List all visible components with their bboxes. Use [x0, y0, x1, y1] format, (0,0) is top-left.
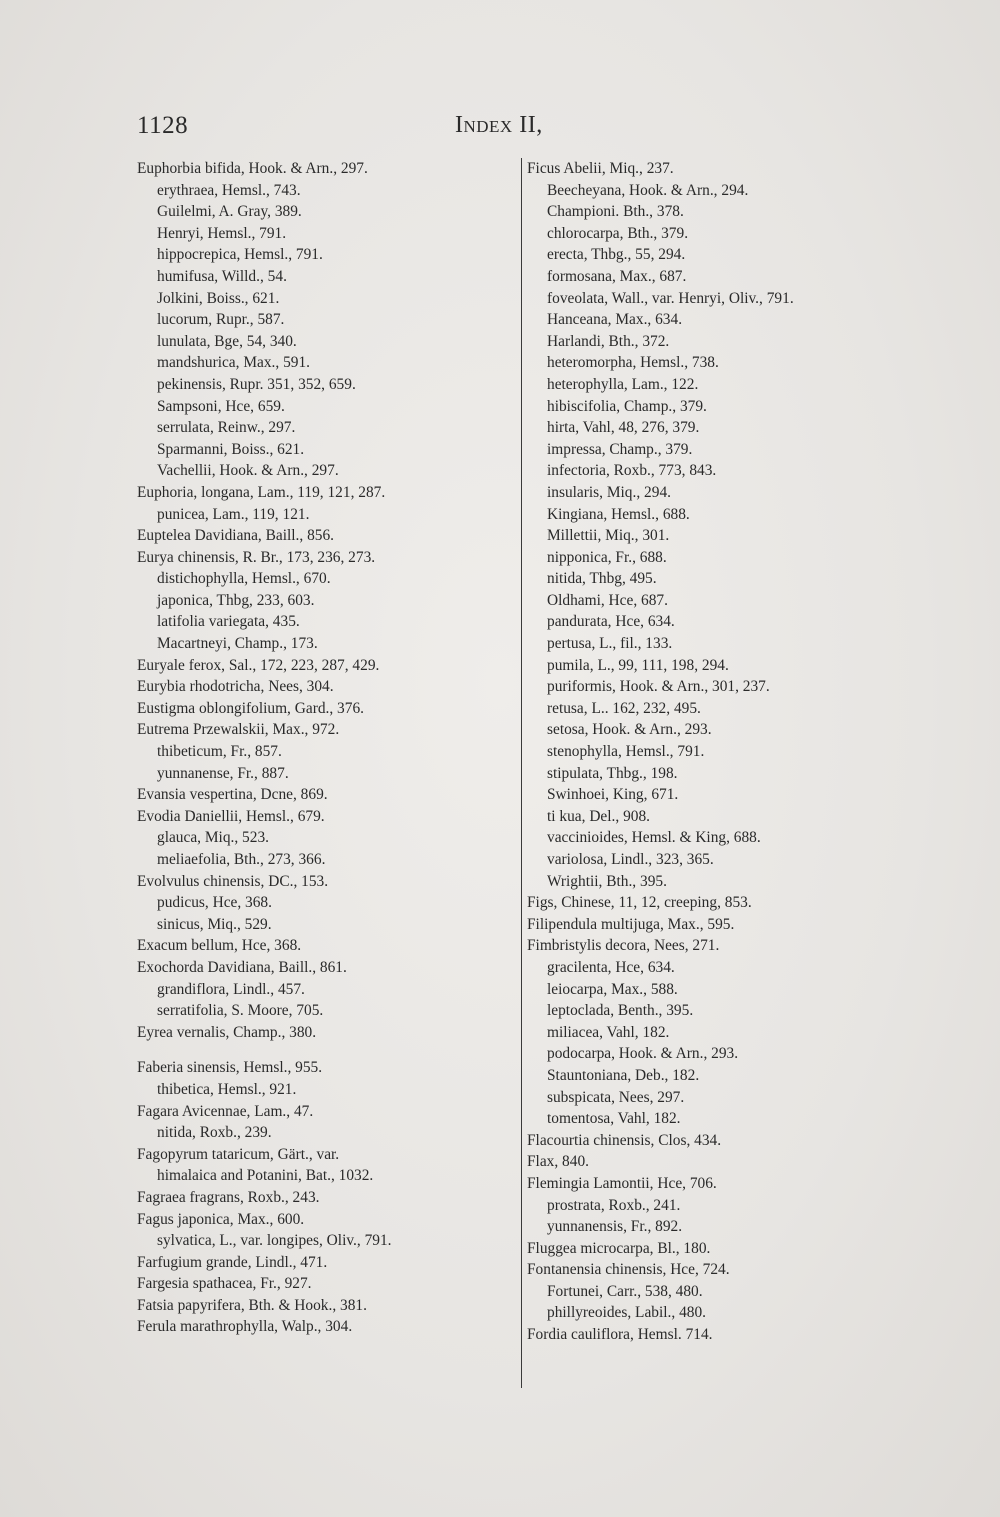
index-subentry: serratifolia, S. Moore, 705. — [157, 1002, 324, 1020]
index-subentry: punicea, Lam., 119, 121. — [157, 505, 310, 523]
index-subentry: infectoria, Roxb., 773, 843. — [547, 462, 717, 480]
index-entry: Euphoria, longana, Lam., 119, 121, 287. — [137, 483, 386, 501]
index-entry: Eyrea vernalis, Champ., 380. — [137, 1023, 317, 1041]
index-subentry: humifusa, Willd., 54. — [157, 267, 287, 285]
index-entry: Fagara Avicennae, Lam., 47. — [137, 1102, 314, 1120]
running-head: Index II, — [455, 112, 543, 138]
index-subentry: nitida, Thbg, 495. — [547, 570, 657, 588]
index-subentry: sinicus, Miq., 529. — [157, 915, 272, 933]
index-entry: Ferula marathrophylla, Walp., 304. — [137, 1318, 353, 1336]
index-subentry: leiocarpa, Max., 588. — [547, 980, 678, 998]
index-subentry: retusa, L.. 162, 232, 495. — [547, 699, 701, 717]
index-subentry: foveolata, Wall., var. Henryi, Oliv., 791. — [547, 289, 794, 307]
index-subentry: Stauntoniana, Deb., 182. — [547, 1066, 700, 1084]
index-subentry: stenophylla, Hemsl., 791. — [547, 743, 705, 761]
index-subentry: Oldhami, Hce, 687. — [547, 591, 668, 609]
index-column-right — [527, 158, 847, 1346]
index-subentry: Hanceana, Max., 634. — [547, 311, 683, 329]
index-subentry: Guilelmi, A. Gray, 389. — [157, 203, 302, 221]
index-column-left — [137, 158, 517, 1338]
index-subentry: yunnanense, Fr., 887. — [157, 764, 289, 782]
index-entry: Evolvulus chinensis, DC., 153. — [137, 872, 329, 890]
index-subentry: Wrightii, Bth., 395. — [547, 872, 667, 890]
index-entry: Fagraea fragrans, Roxb., 243. — [137, 1188, 320, 1206]
index-subentry: Sampsoni, Hce, 659. — [157, 397, 285, 415]
index-entry: Eutrema Przewalskii, Max., 972. — [137, 721, 340, 739]
index-entry: Eurybia rhodotricha, Nees, 304. — [137, 678, 334, 696]
index-subentry: variolosa, Lindl., 323, 365. — [547, 851, 714, 868]
index-entry: Fargesia spathacea, Fr., 927. — [137, 1275, 312, 1293]
index-subentry: pertusa, L., fil., 133. — [547, 635, 673, 653]
index-subentry: grandiflora, Lindl., 457. — [157, 980, 305, 998]
index-entry: Filipendula multijuga, Max., 595. — [527, 915, 735, 933]
index-subentry: pandurata, Hce, 634. — [547, 613, 675, 631]
index-subentry: pumila, L., 99, 111, 198, 294. — [547, 656, 729, 674]
index-subentry: stipulata, Thbg., 198. — [547, 764, 678, 782]
index-subentry: gracilenta, Hce, 634. — [547, 958, 675, 976]
column-divider — [521, 158, 522, 1388]
index-subentry: phillyreoides, Labil., 480. — [547, 1304, 707, 1322]
index-subentry: heterophylla, Lam., 122. — [547, 375, 699, 393]
index-entry: Figs, Chinese, 11, 12, creeping, 853. — [527, 894, 752, 912]
index-subentry: ti kua, Del., 908. — [547, 807, 651, 825]
index-subentry: lunulata, Bge, 54, 340. — [157, 332, 297, 350]
index-entry: Flacourtia chinensis, Clos, 434. — [527, 1131, 722, 1149]
index-subentry: mandshurica, Max., 591. — [157, 354, 311, 372]
page-header — [0, 112, 1000, 142]
index-subentry: vaccinioides, Hemsl. & King, 688. — [547, 829, 761, 847]
index-subentry: pudicus, Hce, 368. — [157, 894, 272, 912]
index-entry: Evansia vespertina, Dcne, 869. — [137, 786, 328, 804]
index-entry: Fontanensia chinensis, Hce, 724. — [527, 1261, 730, 1279]
index-subentry: hirta, Vahl, 48, 276, 379. — [547, 419, 700, 437]
index-entry: Exacum bellum, Hce, 368. — [137, 937, 302, 955]
index-subentry: serrulata, Reinw., 297. — [157, 419, 296, 437]
index-subentry: yunnanensis, Fr., 892. — [547, 1218, 683, 1236]
index-entry: Fluggea microcarpa, Bl., 180. — [527, 1239, 711, 1257]
index-entry: Faberia sinensis, Hemsl., 955. — [137, 1059, 323, 1077]
index-subentry: distichophylla, Hemsl., 670. — [157, 570, 331, 588]
index-entry: Farfugium grande, Lindl., 471. — [137, 1253, 328, 1271]
index-subentry: Macartneyi, Champ., 173. — [157, 635, 318, 653]
index-subentry: Fortunei, Carr., 538, 480. — [547, 1282, 703, 1300]
index-entry: Fordia cauliflora, Hemsl. 714. — [527, 1326, 713, 1344]
index-entry: Ficus Abelii, Miq., 237. — [527, 160, 674, 177]
index-subentry: erecta, Thbg., 55, 294. — [547, 246, 686, 264]
index-subentry: Championi. Bth., 378. — [547, 203, 684, 221]
index-subentry: glauca, Miq., 523. — [157, 829, 269, 847]
index-subentry: nipponica, Fr., 688. — [547, 548, 667, 566]
index-subentry: thibeticum, Fr., 857. — [157, 743, 282, 761]
page-number: 1128 — [137, 112, 189, 139]
index-subentry: hibiscifolia, Champ., 379. — [547, 397, 707, 415]
index-subentry: leptoclada, Benth., 395. — [547, 1002, 694, 1020]
index-subentry: nitida, Roxb., 239. — [157, 1124, 272, 1142]
index-subentry: japonica, Thbg, 233, 603. — [157, 591, 315, 609]
index-entry: Fagopyrum tataricum, Gärt., var. — [137, 1145, 340, 1163]
index-subentry: hippocrepica, Hemsl., 791. — [157, 246, 323, 264]
index-entry: Fimbristylis decora, Nees, 271. — [527, 937, 720, 955]
index-subentry: Jolkini, Boiss., 621. — [157, 289, 280, 307]
index-entry: Eustigma oblongifolium, Gard., 376. — [137, 699, 364, 717]
index-subentry: impressa, Champ., 379. — [547, 440, 693, 458]
index-subentry: Swinhoei, King, 671. — [547, 786, 679, 804]
index-entry: Evodia Daniellii, Hemsl., 679. — [137, 807, 325, 825]
index-subentry: subspicata, Nees, 297. — [547, 1088, 685, 1106]
index-subentry: podocarpa, Hook. & Arn., 293. — [547, 1045, 739, 1063]
index-entry: Euptelea Davidiana, Baill., 856. — [137, 527, 335, 545]
index-subentry: insularis, Miq., 294. — [547, 483, 671, 501]
index-subentry: miliacea, Vahl, 182. — [547, 1023, 670, 1041]
index-subentry: Henryi, Hemsl., 791. — [157, 224, 287, 242]
index-subentry: prostrata, Roxb., 241. — [547, 1196, 681, 1214]
index-subentry: himalaica and Potanini, Bat., 1032. — [157, 1167, 374, 1185]
index-entry: Fagus japonica, Max., 600. — [137, 1210, 305, 1228]
index-subentry: sylvatica, L., var. longipes, Oliv., 791. — [157, 1232, 392, 1250]
index-subentry: puriformis, Hook. & Arn., 301, 237. — [547, 678, 770, 696]
index-subentry: Sparmanni, Boiss., 621. — [157, 440, 305, 458]
index-subentry: tomentosa, Vahl, 182. — [547, 1110, 681, 1128]
index-subentry: heteromorpha, Hemsl., 738. — [547, 354, 719, 372]
index-entry: Flemingia Lamontii, Hce, 706. — [527, 1174, 717, 1192]
index-subentry: Vachellii, Hook. & Arn., 297. — [157, 462, 339, 480]
index-subentry: latifolia variegata, 435. — [157, 613, 300, 631]
index-entry: Euphorbia bifida, Hook. & Arn., 297. — [137, 160, 368, 177]
index-subentry: Millettii, Miq., 301. — [547, 527, 670, 545]
index-subentry: pekinensis, Rupr. 351, 352, 659. — [157, 375, 356, 393]
index-entry: Eurya chinensis, R. Br., 173, 236, 273. — [137, 548, 376, 566]
index-subentry: erythraea, Hemsl., 743. — [157, 181, 301, 199]
index-entry: Fatsia papyrifera, Bth. & Hook., 381. — [137, 1296, 367, 1314]
index-entry: Euryale ferox, Sal., 172, 223, 287, 429. — [137, 656, 380, 674]
index-subentry: lucorum, Rupr., 587. — [157, 311, 285, 329]
index-subentry: thibetica, Hemsl., 921. — [157, 1080, 297, 1098]
index-entry: Flax, 840. — [527, 1153, 589, 1171]
index-subentry: setosa, Hook. & Arn., 293. — [547, 721, 712, 739]
index-subentry: chlorocarpa, Bth., 379. — [547, 224, 689, 242]
index-subentry: formosana, Max., 687. — [547, 267, 687, 285]
index-entry: Exochorda Davidiana, Baill., 861. — [137, 958, 347, 976]
index-subentry: Harlandi, Bth., 372. — [547, 332, 670, 350]
index-subentry: Beecheyana, Hook. & Arn., 294. — [547, 181, 749, 199]
index-subentry: meliaefolia, Bth., 273, 366. — [157, 851, 326, 868]
index-subentry: Kingiana, Hemsl., 688. — [547, 505, 690, 523]
